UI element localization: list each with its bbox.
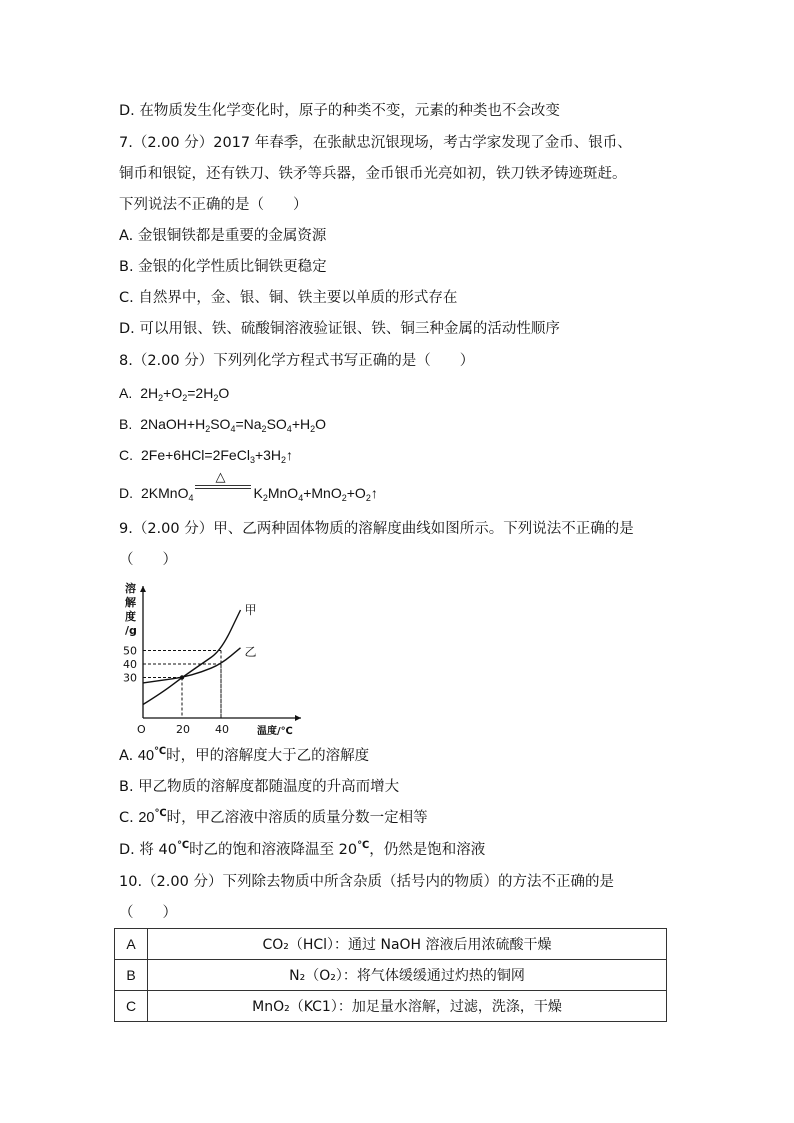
celsius-unit: ℃	[357, 840, 370, 851]
option-text-mid: 时乙的饱和溶液降温至 20	[189, 842, 358, 858]
q8-option-c: C. $2Fe+6HCl=2FeCl_3+3H_2↑$	[119, 447, 294, 465]
row-value: CO₂（HCl）：通过 NaOH 溶液后用浓硫酸干燥	[148, 929, 667, 960]
q7-option-b	[119, 257, 327, 277]
table-row	[115, 929, 667, 960]
intersection-point	[180, 675, 184, 679]
q9-option-d	[119, 840, 485, 860]
y-tick-label: 50	[123, 644, 137, 658]
q7-option-a	[119, 226, 326, 246]
series-curve-2	[143, 648, 241, 683]
q8-stem: 8.（2.00 分）下列列化学方程式书写正确的是（ ）	[119, 353, 475, 369]
q7-option-c	[119, 288, 457, 308]
option-label: C.	[119, 290, 134, 306]
option-text: 金银铜铁都是重要的金属资源	[137, 228, 327, 244]
y-axis-label-char: 度	[125, 610, 136, 623]
y-axis-arrow	[140, 586, 146, 592]
q9-stem-line1: 9.（2.00 分）甲、乙两种固体物质的溶解度曲线如图所示。下列说法不正确的是	[119, 521, 634, 537]
row-value: MnO₂（KC1）：加足量水溶解，过滤，洗涤，干燥	[148, 991, 667, 1022]
solubility-chart	[119, 578, 319, 738]
q7-stem-line2: 铜币和银锭，还有铁刀、铁矛等兵器，金币银币光亮如初，铁刀铁矛铸迹斑赶。	[119, 166, 627, 182]
q10-stem-line1: 10.（2.00 分）下列除去物质中所含杂质（括号内的物质）的方法不正确的是	[119, 874, 614, 890]
q10-options-table	[114, 928, 667, 1022]
q10-stem-line2: （ ）	[119, 905, 177, 921]
option-label: B.	[119, 416, 133, 432]
option-label: B.	[119, 779, 134, 795]
q8-option-a: A. $2H_2+O_2=2H_2O$	[119, 385, 230, 403]
row-value: N₂（O₂）：将气体缓缓通过灼热的铜网	[148, 960, 667, 991]
q8-option-d: D. 2KMnO$_4$ △ $K_2MnO_4+MnO_2+O_2↑$	[119, 469, 378, 503]
table-row	[115, 991, 667, 1022]
option-text: 可以用银、铁、硫酸铜溶液验证银、铁、铜三种金属的活动性顺序	[139, 321, 560, 337]
option-label: C.	[119, 810, 134, 826]
y-axis-label-char: 解	[125, 596, 136, 609]
option-label: A.	[119, 385, 133, 401]
q7-stem-line3: 下列说法不正确的是（ ）	[119, 197, 308, 213]
heating-condition-sign: △	[193, 480, 253, 500]
q7-stem-line1: 7.（2.00 分）2017 年春季，在张献忠沉银现场，考古学家发现了金币、银币、	[119, 135, 632, 151]
q8-option-b: B. $2NaOH+H_2SO_4=Na_2SO_4+H_2O$	[119, 416, 327, 434]
option-text: 自然界中，金、银、铜、铁主要以单质的形式存在	[138, 290, 458, 306]
option-label: D.	[119, 321, 135, 337]
celsius-unit: ℃	[154, 746, 167, 757]
series-label: 乙	[244, 644, 257, 659]
temperature-value: 40	[137, 748, 155, 764]
option-text: 甲乙物质的溶解度都随温度的升高而增大	[138, 779, 400, 795]
option-label: D.	[119, 485, 133, 501]
temperature-value: 20	[138, 810, 155, 826]
option-label: D.	[119, 842, 135, 858]
y-axis-label-unit: /g	[125, 624, 137, 637]
celsius-unit: ℃	[176, 840, 190, 851]
option-label: B.	[119, 259, 134, 275]
row-key: B	[115, 960, 148, 991]
celsius-unit: ℃	[154, 808, 167, 819]
option-label: A.	[119, 228, 134, 244]
option-text: ，仍然是饱和溶液	[369, 842, 486, 858]
option-label: C.	[119, 447, 133, 463]
origin-label: O	[137, 723, 146, 736]
option-label: D.	[119, 103, 135, 119]
series-curve-1	[143, 610, 241, 705]
x-tick-label: 20	[176, 723, 190, 736]
option-text: 在物质发生化学变化时，原子的种类不变，元素的种类也不会改变	[139, 103, 560, 119]
table-row	[115, 960, 667, 991]
row-key: C	[115, 991, 148, 1022]
option-label: A.	[119, 748, 134, 764]
y-tick-label: 30	[123, 671, 137, 685]
row-key: A	[115, 929, 148, 960]
q9-option-a	[119, 746, 369, 766]
q7-option-d	[119, 319, 560, 339]
option-text: 时，甲的溶解度大于乙的溶解度	[166, 748, 370, 764]
q9-option-b	[119, 777, 399, 797]
q9-option-c	[119, 808, 428, 828]
series-label: 甲	[244, 603, 257, 617]
option-text: 时，甲乙溶液中溶质的质量分数一定相等	[166, 810, 428, 826]
x-axis-arrow	[295, 715, 301, 721]
q9-stem-line2: （ ）	[119, 552, 177, 568]
q6-option-d	[119, 101, 560, 121]
y-tick-label: 40	[123, 658, 137, 671]
x-tick-label: 40	[215, 723, 229, 736]
option-text: 金银的化学性质比铜铁更稳定	[138, 259, 327, 275]
y-axis-label-char: 溶	[125, 582, 136, 595]
x-axis-label: 温度/℃	[257, 726, 293, 737]
option-text-pre: 将 40	[139, 842, 177, 858]
